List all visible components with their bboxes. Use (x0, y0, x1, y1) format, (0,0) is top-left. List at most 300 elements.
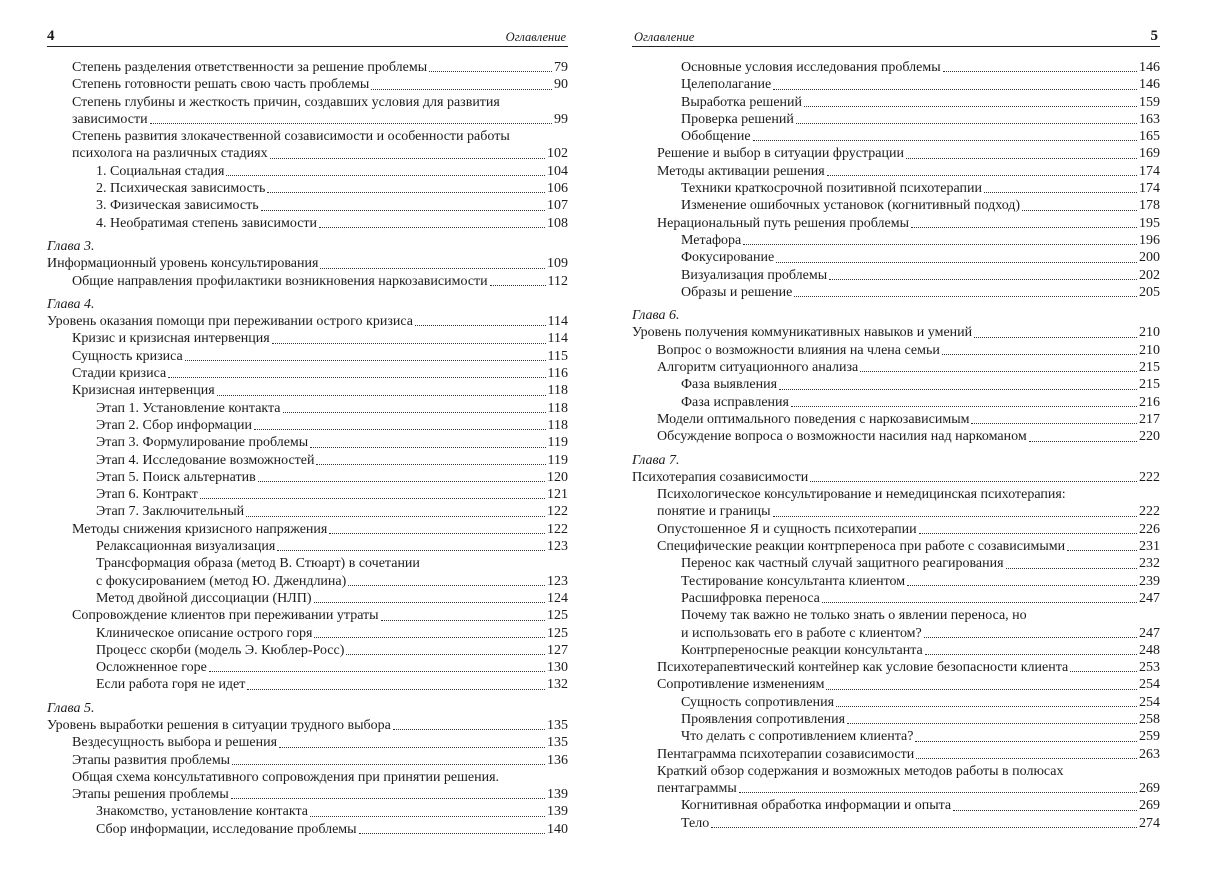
toc-entry-page: 232 (1139, 556, 1160, 572)
toc-entry[interactable] (632, 555, 1160, 572)
toc-entry[interactable] (632, 394, 1160, 411)
toc-entry[interactable] (47, 163, 568, 180)
toc-entry[interactable] (632, 659, 1160, 676)
dot-leader (925, 654, 1137, 655)
toc-entry[interactable] (632, 180, 1160, 197)
dot-leader (753, 140, 1137, 141)
toc-entry[interactable] (47, 313, 568, 330)
toc-entry[interactable] (47, 538, 568, 555)
toc-entry[interactable] (632, 359, 1160, 376)
dot-leader (277, 550, 545, 551)
toc-entry-page: 254 (1139, 677, 1160, 693)
dot-leader (393, 729, 545, 730)
toc-entry[interactable] (632, 746, 1160, 763)
toc-entry-title: Изменение ошибочных установок (когнитивный подход) (681, 198, 1021, 214)
toc-entry-page: 215 (1139, 360, 1160, 376)
dot-leader (796, 123, 1137, 124)
toc-entry-page: 226 (1139, 521, 1160, 537)
toc-entry[interactable] (47, 330, 568, 347)
toc-entry-title: Этапы решения проблемы (72, 787, 229, 803)
toc-entry[interactable] (632, 573, 1160, 590)
toc-entry-title: Этап 2. Сбор информации (96, 417, 252, 433)
toc-entry[interactable] (632, 284, 1160, 301)
toc-entry-title: Контрпереносные реакции консультанта (681, 642, 923, 658)
toc-entry[interactable] (47, 607, 568, 624)
dot-leader (822, 602, 1137, 603)
toc-entry-title: Расшифровка переноса (681, 590, 820, 606)
toc-entry-page: 124 (547, 590, 568, 606)
toc-chapter-label: Глава 5. (47, 700, 95, 716)
toc-chapter-label: Глава 7. (632, 452, 680, 468)
toc-entry-page: 196 (1139, 232, 1160, 248)
toc-entry-page: 178 (1139, 198, 1160, 214)
dot-leader (283, 412, 546, 413)
toc-entry-page: 269 (1139, 798, 1160, 814)
toc-entry-title: Стадии кризиса (72, 366, 167, 382)
toc-entry-page: 200 (1139, 250, 1160, 266)
toc-entry-page: 174 (1139, 163, 1160, 179)
toc-entry-page: 202 (1139, 267, 1160, 283)
toc-entry[interactable] (47, 417, 568, 434)
toc-entry[interactable] (632, 503, 1160, 520)
toc-entry[interactable] (47, 180, 568, 197)
toc-entry[interactable] (47, 752, 568, 769)
toc-entry[interactable] (47, 382, 568, 399)
dot-leader (826, 689, 1137, 690)
toc-entry-title: Сопротивление изменениям (657, 677, 825, 693)
dot-leader (847, 723, 1137, 724)
toc-entry-title: Этап 7. Заключительный (96, 504, 245, 520)
toc-entry[interactable] (632, 538, 1160, 555)
toc-entry[interactable] (47, 400, 568, 417)
dot-leader (185, 360, 546, 361)
toc-entry-title: Процесс скорби (модель Э. Кюблер-Росс) (96, 642, 345, 658)
toc-entry-page: 239 (1139, 573, 1160, 589)
toc-entry[interactable] (47, 503, 568, 520)
toc-entry[interactable] (632, 94, 1160, 111)
toc-entry-title: 3. Физическая зависимость (96, 198, 259, 214)
toc-entry[interactable] (47, 734, 568, 751)
dot-leader (267, 192, 545, 193)
toc-entry[interactable] (47, 452, 568, 469)
toc-entry-title: Этап 4. Исследование возможностей (96, 452, 315, 468)
toc-entry-page: 136 (547, 752, 568, 768)
toc-entry-page: 122 (547, 521, 568, 537)
toc-entry-title: Целеполагание (681, 77, 772, 93)
toc-entry[interactable] (632, 607, 1160, 624)
toc-entry-title: Нерациональный путь решения проблемы (657, 215, 909, 231)
toc-entry-title: Кризисная интервенция (72, 383, 215, 399)
dot-leader (1070, 671, 1137, 672)
dot-leader (907, 585, 1137, 586)
toc-entry[interactable] (47, 197, 568, 214)
toc-entry-page: 210 (1139, 342, 1160, 358)
toc-entry[interactable] (632, 521, 1160, 538)
dot-leader (810, 481, 1137, 482)
dot-leader (984, 192, 1137, 193)
toc-entry-title: Когнитивная обработка информации и опыта (681, 798, 952, 814)
toc-entry-title: зависимости (72, 111, 148, 127)
dot-leader (310, 447, 545, 448)
toc-entry-title: Образы и решение (681, 284, 793, 300)
toc-entry-title: Вездесущность выбора и решения (72, 735, 278, 751)
toc-chapter-heading (632, 307, 1160, 324)
toc-entry-page: 139 (547, 787, 568, 803)
toc-entry-page: 108 (547, 215, 568, 231)
dot-leader (974, 337, 1137, 338)
toc-entry[interactable] (632, 197, 1160, 214)
running-header-title: Оглавление (634, 30, 695, 44)
toc-entry-page: 121 (547, 487, 568, 503)
dot-leader (261, 210, 545, 211)
toc-entry[interactable] (632, 267, 1160, 284)
toc-entry-page: 254 (1139, 694, 1160, 710)
toc-entry-page: 119 (547, 452, 568, 468)
dot-leader (943, 71, 1137, 72)
dot-leader (1022, 210, 1137, 211)
toc-entry-page: 130 (547, 660, 568, 676)
dot-leader (209, 671, 545, 672)
dot-leader (924, 637, 1137, 638)
dot-leader (919, 533, 1137, 534)
toc-entry-page: 106 (547, 181, 568, 197)
toc-entry-title: Алгоритм ситуационного анализа (657, 360, 859, 376)
toc-entry-title: Методы активации решения (657, 163, 825, 179)
toc-entry-page: 217 (1139, 411, 1160, 427)
toc-entry-title: Решение и выбор в ситуации фрустрации (657, 146, 904, 162)
toc-entry-title: Методы снижения кризисного напряжения (72, 521, 328, 537)
toc-entry[interactable] (632, 486, 1160, 503)
page-number: 4 (47, 28, 55, 44)
toc-entry-title: Общие направления профилактики возникновения наркозависимости (72, 273, 488, 289)
toc-entry-page: 146 (1139, 77, 1160, 93)
toc-entry-title: 4. Необратимая степень зависимости (96, 215, 318, 231)
dot-leader (319, 227, 545, 228)
dot-leader (836, 706, 1137, 707)
toc-entry[interactable] (47, 717, 568, 734)
toc-entry-title: Фокусирование (681, 250, 775, 266)
dot-leader (270, 158, 545, 159)
toc-entry-page: 102 (547, 146, 568, 162)
toc-entry[interactable] (632, 694, 1160, 711)
dot-leader (776, 262, 1137, 263)
toc-entry-page: 118 (547, 417, 568, 433)
dot-leader (743, 244, 1137, 245)
toc-entry-page: 216 (1139, 394, 1160, 410)
dot-leader (490, 285, 546, 286)
toc-entry-page: 220 (1139, 429, 1160, 445)
toc-entry[interactable] (47, 469, 568, 486)
toc-entry-title: 2. Психическая зависимость (96, 181, 266, 197)
toc-entry-title: Техники краткосрочной позитивной психотерапии (681, 181, 982, 197)
toc-entry[interactable] (47, 215, 568, 232)
toc-entry-title: Метод двойной диссоциации (НЛП) (96, 590, 312, 606)
toc-entry-title: Степень разделения ответственности за решение проблемы (72, 60, 428, 75)
toc-entry-page: 118 (547, 383, 568, 399)
dot-leader (739, 792, 1137, 793)
toc-entry-title: Обсуждение вопроса о возможности насилия над наркоманом (657, 429, 1027, 445)
toc-entry-page: 115 (547, 348, 568, 364)
dot-leader (953, 810, 1137, 811)
toc-entry-title: Этап 6. Контракт (96, 487, 198, 503)
dot-leader (829, 279, 1137, 280)
toc-entry-title: Сбор информации, исследование проблемы (96, 821, 357, 837)
toc-entry[interactable] (632, 469, 1160, 486)
toc-entry[interactable] (632, 145, 1160, 162)
toc-entry[interactable] (632, 128, 1160, 145)
toc-entry-page: 163 (1139, 111, 1160, 127)
toc-entry-title: 1. Социальная стадия (96, 163, 225, 179)
toc-entry-title: Проявления сопротивления (681, 711, 846, 727)
toc-entry-page: 274 (1139, 815, 1160, 831)
dot-leader (314, 602, 545, 603)
toc-entry[interactable] (47, 769, 568, 786)
toc-entry[interactable] (632, 711, 1160, 728)
toc-entry-page: 258 (1139, 711, 1160, 727)
toc-entry-page: 263 (1139, 746, 1160, 762)
toc-entry-title: Этап 3. Формулирование проблемы (96, 435, 309, 451)
toc-entry-title: Информационный уровень консультирования (47, 256, 319, 272)
toc-entry[interactable] (632, 815, 1160, 832)
toc-entry[interactable] (47, 625, 568, 642)
dot-leader (329, 533, 545, 534)
toc-entry-page: 169 (1139, 146, 1160, 162)
toc-entry[interactable] (47, 642, 568, 659)
toc-entry-page: 165 (1139, 129, 1160, 145)
toc-entry-title: Осложненное горе (96, 660, 207, 676)
dot-leader (272, 343, 546, 344)
toc-entry-title: Степень глубины и жесткость причин, создавших условия для развития (72, 94, 500, 110)
toc-entry[interactable] (632, 728, 1160, 745)
toc-entry-page: 119 (547, 435, 568, 451)
toc-entry[interactable] (632, 324, 1160, 341)
toc-entry[interactable] (47, 803, 568, 820)
toc-entry-title: Визуализация проблемы (681, 267, 828, 283)
toc-entry-title: Знакомство, установление контакта (96, 804, 308, 820)
toc-list (47, 59, 568, 838)
toc-entry[interactable] (632, 376, 1160, 393)
toc-entry[interactable] (47, 128, 568, 145)
dot-leader (779, 389, 1137, 390)
dot-leader (217, 395, 546, 396)
toc-entry-title: Этапы развития проблемы (72, 752, 231, 768)
dot-leader (346, 654, 545, 655)
toc-entry-page: 210 (1139, 325, 1160, 341)
toc-entry-title: Трансформация образа (метод В. Стюарт) в сочетании (96, 556, 420, 572)
toc-entry[interactable] (632, 76, 1160, 93)
toc-entry[interactable] (47, 521, 568, 538)
toc-entry-title: Модели оптимального поведения с наркозависимым (657, 411, 970, 427)
dot-leader (791, 406, 1137, 407)
toc-entry-title: понятие и границы (657, 504, 771, 520)
dot-leader (773, 516, 1137, 517)
toc-entry[interactable] (47, 786, 568, 803)
toc-entry[interactable] (47, 145, 568, 162)
toc-entry-page: 107 (547, 198, 568, 214)
toc-entry-page: 139 (547, 804, 568, 820)
toc-entry-page: 125 (547, 625, 568, 641)
toc-entry-title: пентаграммы (657, 781, 737, 797)
toc-entry-page: 231 (1139, 539, 1160, 555)
toc-entry-title: Опустошенное Я и сущность психотерапии (657, 521, 917, 537)
toc-entry[interactable] (632, 232, 1160, 249)
toc-entry-page: 114 (547, 314, 568, 330)
toc-chapter-heading (47, 700, 568, 717)
toc-entry-page: 195 (1139, 215, 1160, 231)
toc-entry-title: и использовать его в работе с клиентом? (681, 625, 922, 641)
dot-leader (773, 89, 1137, 90)
dot-leader (279, 747, 545, 748)
toc-entry-title: Степень готовности решать свою часть проблемы (72, 77, 370, 93)
dot-leader (246, 516, 545, 517)
dot-leader (804, 106, 1137, 107)
toc-entry-page: 259 (1139, 729, 1160, 745)
toc-entry[interactable] (632, 342, 1160, 359)
toc-entry[interactable] (47, 273, 568, 290)
dot-leader (429, 71, 552, 72)
toc-entry-page: 132 (547, 677, 568, 693)
toc-entry-page: 112 (547, 273, 568, 289)
toc-entry-title: Клиническое описание острого горя (96, 625, 313, 641)
toc-entry[interactable] (632, 676, 1160, 693)
toc-entry[interactable] (47, 348, 568, 365)
toc-entry-title: Тестирование консультанта клиентом (681, 573, 906, 589)
toc-entry-title: Уровень получения коммуникативных навыков и умений (632, 325, 973, 341)
toc-entry-page: 146 (1139, 60, 1160, 75)
toc-chapter-label: Глава 6. (632, 308, 680, 324)
toc-entry-page: 120 (547, 469, 568, 485)
toc-entry-title: Релаксационная визуализация (96, 539, 276, 555)
toc-entry[interactable] (632, 411, 1160, 428)
toc-entry[interactable] (47, 590, 568, 607)
dot-leader (1006, 568, 1137, 569)
toc-entry-page: 248 (1139, 642, 1160, 658)
toc-entry-page: 123 (547, 573, 568, 589)
toc-entry[interactable] (632, 625, 1160, 642)
toc-entry-title: Вопрос о возможности влияния на члена семьи (657, 342, 940, 358)
toc-entry-page: 135 (547, 735, 568, 751)
running-header-title: Оглавление (505, 30, 566, 44)
toc-entry[interactable] (47, 94, 568, 111)
toc-entry[interactable] (47, 76, 568, 93)
dot-leader (371, 89, 552, 90)
right-page (607, 0, 1214, 869)
toc-entry-page: 174 (1139, 181, 1160, 197)
toc-entry[interactable] (47, 486, 568, 503)
toc-entry[interactable] (632, 763, 1160, 780)
page-header (632, 26, 1160, 47)
toc-entry[interactable] (47, 111, 568, 128)
toc-entry[interactable] (47, 434, 568, 451)
dot-leader (359, 833, 545, 834)
dot-leader (971, 423, 1137, 424)
toc-entry[interactable] (632, 780, 1160, 797)
toc-entry-title: Этап 1. Установление контакта (96, 400, 281, 416)
dot-leader (320, 268, 545, 269)
toc-entry-title: Сопровождение клиентов при переживании утраты (72, 608, 379, 624)
toc-list (632, 59, 1160, 832)
toc-entry-title: Сущность сопротивления (681, 694, 835, 710)
dot-leader (915, 741, 1137, 742)
dot-leader (168, 377, 545, 378)
toc-entry-page: 122 (547, 504, 568, 520)
toc-entry-title: Степень развития злокачественной созависимости и особенности работы (72, 129, 510, 145)
dot-leader (942, 354, 1137, 355)
toc-entry-title: Что делать с сопротивлением клиента? (681, 729, 914, 745)
toc-entry-title: Проверка решений (681, 111, 794, 127)
toc-entry[interactable] (632, 111, 1160, 128)
toc-entry[interactable] (47, 59, 568, 76)
toc-entry[interactable] (47, 255, 568, 272)
toc-entry[interactable] (632, 163, 1160, 180)
toc-entry[interactable] (47, 365, 568, 382)
dot-leader (1029, 441, 1137, 442)
dot-leader (827, 175, 1137, 176)
toc-entry-title: Уровень выработки решения в ситуации трудного выбора (47, 717, 391, 733)
toc-entry[interactable] (632, 59, 1160, 76)
toc-entry-title: Специфические реакции контрпереноса при работе с созависимыми (657, 539, 1066, 555)
toc-entry-title: Метафора (681, 232, 742, 248)
toc-entry[interactable] (47, 555, 568, 572)
toc-entry[interactable] (632, 428, 1160, 445)
dot-leader (348, 585, 545, 586)
toc-entry-page: 222 (1139, 504, 1160, 520)
dot-leader (415, 325, 546, 326)
dot-leader (794, 296, 1137, 297)
toc-chapter-heading (47, 238, 568, 255)
toc-entry[interactable] (632, 249, 1160, 266)
page-number: 5 (1150, 28, 1158, 44)
toc-chapter-heading (47, 296, 568, 313)
toc-entry-title: Краткий обзор содержания и возможных методов работы в полюсах (657, 763, 1064, 779)
toc-entry-page: 114 (547, 331, 568, 347)
toc-entry[interactable] (632, 642, 1160, 659)
dot-leader (860, 371, 1137, 372)
toc-entry-title: Уровень оказания помощи при переживании острого кризиса (47, 314, 413, 330)
dot-leader (258, 481, 545, 482)
toc-entry-page: 109 (547, 256, 568, 272)
toc-entry-page: 159 (1139, 94, 1160, 110)
dot-leader (711, 827, 1137, 828)
toc-entry[interactable] (47, 821, 568, 838)
toc-entry-title: Психотерапевтический контейнер как условие безопасности клиента (657, 660, 1069, 676)
toc-entry[interactable] (47, 659, 568, 676)
toc-entry-page: 127 (547, 642, 568, 658)
toc-entry-title: Перенос как частный случай защитного реагирования (681, 556, 1004, 572)
toc-entry-page: 104 (547, 163, 568, 179)
toc-entry-page: 253 (1139, 660, 1160, 676)
dot-leader (310, 816, 545, 817)
dot-leader (911, 227, 1137, 228)
toc-entry-title: Выработка решений (681, 94, 803, 110)
toc-entry[interactable] (47, 676, 568, 693)
toc-entry-page: 118 (547, 400, 568, 416)
toc-entry-title: Психологическое консультирование и немедицинская психотерапия: (657, 487, 1066, 503)
toc-entry[interactable] (632, 590, 1160, 607)
toc-entry-title: Если работа горя не идет (96, 677, 246, 693)
toc-entry-title: психолога на различных стадиях (72, 146, 268, 162)
toc-entry[interactable] (632, 215, 1160, 232)
toc-entry[interactable] (47, 573, 568, 590)
toc-chapter-label: Глава 4. (47, 296, 95, 312)
toc-entry-page: 135 (547, 717, 568, 733)
toc-entry-page: 140 (547, 821, 568, 837)
toc-entry[interactable] (632, 797, 1160, 814)
dot-leader (226, 175, 545, 176)
toc-entry-title: Общая схема консультативного сопровождения при принятии решения. (72, 769, 500, 785)
toc-entry-title: Фаза исправления (681, 394, 789, 410)
toc-entry-title: Обобщение (681, 129, 751, 145)
